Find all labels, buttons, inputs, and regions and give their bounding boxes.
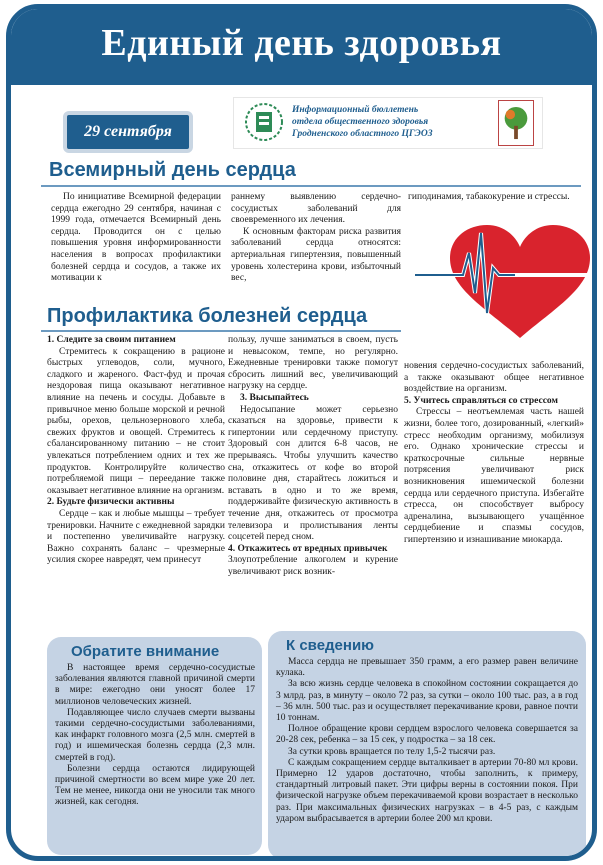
paragraph: Злоупотребление алкоголем и курение увеличивают риск возник- [228, 555, 398, 577]
text-column [404, 361, 584, 547]
paragraph: За сутки кровь вращается по телу 1,5-2 тысячи раз. [288, 746, 496, 757]
paragraph: гиподинамия, табакокурение и стрессы. [408, 192, 570, 202]
paragraph: Болезни сердца остаются лидирующей причиной смертности во всем мире уже 20 лет. Тем не менее, никогда они не уносили так много жизней, как сегодня. [55, 763, 255, 808]
divider [41, 330, 401, 332]
emblem-icon [244, 102, 284, 142]
text-column [51, 192, 221, 285]
paragraph: К основным факторам риска развития заболеваний сердца относятся: артериальная гипертензия, повышенный уровень холестерина крови, избыточный вес, [231, 226, 401, 284]
text-column [231, 192, 401, 285]
box-body [276, 657, 578, 825]
paragraph: По инициативе Всемирной федерации сердца ежегодно 29 сентября, начиная с 1999 года, отмечается Всемирный день сердца. Проводится он с целью повышения уровня информированности населения в вопросах профилактики болезней сердца и сосудов, а также их мотивации к [51, 192, 221, 284]
box-body [55, 663, 255, 809]
page-title: Единый день здоровья [101, 22, 502, 64]
text-column [408, 192, 588, 204]
paragraph: Недосыпание может серьезно сказаться на здоровье, привести к гипертонии или сердечному приступу. Здоровый сон длится 6-8 часов, не прерываясь. Чтобы улучшить качество сна, откажитесь от кофе во второй половине дня, старайтесь ложиться и вставать в одно и то же время, поддерживайте физическую активность в течение дня, откажитесь от просмотра телевизора и пролистывания ленты соцсетей перед сном. [228, 404, 398, 543]
paragraph: раннему выявлению сердечно-сосудистых заболеваний для своевременного их лечения. [231, 192, 401, 226]
paragraph: В настоящее время сердечно-сосудистые заболевания являются главной причиной смерти в мире: ежегодно они уносят более 17 миллионов человеческих жизней. [55, 663, 255, 707]
item-title: 1. Следите за своим питанием [47, 335, 176, 345]
date-badge: 29 сентября [63, 111, 193, 153]
bulletin-info [233, 97, 543, 149]
box-title: К сведению [286, 637, 374, 654]
box-title: Обратите внимание [71, 643, 220, 660]
header [11, 9, 592, 159]
paragraph: Подавляющее число случаев смерти вызваны такими сердечно-сосудистыми заболеваниями, как инфаркт головного мозга (2,5 млн. смертей в год) и ишемическая болезнь сердца (2,3 млн. смертей в год). [55, 707, 255, 763]
paragraph: пользу, лучше заниматься в своем, пусть и невысоком, темпе, но регулярно. Ежедневные тренировки также помогут сбросить лишний вес, увеличивающий нагрузку на сердце. [228, 335, 398, 392]
item-title: 3. Высыпайтесь [240, 392, 309, 403]
heart-ekg-icon [415, 213, 595, 353]
item-title: 4. Откажитесь от вредных привычек [228, 543, 388, 554]
paragraph: За всю жизнь сердце человека в спокойном состоянии сокращается до 3 млрд. раз, в минуту – около 72 раз, за сутки – около 100 тыс. раз, а в год – 36 млн. 500 тыс. раз и осуществляет перекачивание крови, равное почти 10 тоннам. [276, 679, 578, 724]
item-title: 5. Учитесь справляться со стрессом [404, 395, 558, 406]
paragraph: С каждым сокращением сердце выталкивает в артерии 70-80 мл крови. Примерно 12 ударов достаточно, чтобы заполнить, к примеру, стандартный литровый пакет. Эти цифры верны в состоянии покоя. При физической нагрузке объем перекачиваемой крови возрастает в несколько раз. При максимальных физических нагрузках – в 4-5 раз, с каждым ударом выбрасывается в артерии более 200 мл крови. [276, 757, 578, 824]
bulletin-text [292, 104, 492, 140]
text-column [228, 335, 398, 578]
tree-logo-icon [498, 100, 534, 146]
paragraph: Сердце – как и любые мышцы – требует тренировки. Начните с ежедневной зарядки и постепенно увеличивайте нагрузку. Важно сохранять баланс – чрезмерные усилия скорее навредят, чем принесут [47, 508, 225, 566]
section-heading: Профилактика болезней сердца [47, 305, 368, 327]
bulletin-line: отдела общественного здоровья [292, 117, 429, 127]
bulletin-frame [6, 4, 597, 861]
paragraph: Стрессы – неотъемлемая часть нашей жизни, более того, дозированный, «легкий» стресс необходим организму, мобилизуя его. Однако хронические стрессы и краткосрочные сильные нервные потрясения увеличивают риск возникновения ишемической болезни сердца или сердечного приступа. Избегайте стресса, он способствует выбросу адреналина, вызывающего учащённое сердцебиение и спазмы сосудов, гипертензию и изнашивание миокарда. [404, 407, 584, 545]
paragraph: Полное обращение крови сердцем взрослого человека совершается за 20-28 сек, ребенка – за 15 сек, у подростка – за 18 сек. [276, 724, 578, 746]
paragraph: Масса сердца не превышает 350 грамм, а его размер равен величине кулака. [276, 657, 578, 679]
info-box [268, 631, 586, 859]
paragraph: Стремитесь к сокращению в рационе быстрых углеводов, соли, мучного, сладкого и жареного. Фаст-фуд и прочая нездоровая пища оказывают негативное влияние на печень и сосуды. Добавьте в привычное меню больше морской и речной рыбы, орехов, цельнозернового хлеба, свежих фруктов и овощей. Стремитесь к сбалансированному питанию – не стоит увлекаться потреблением одних и тех же продуктов. Контролируйте количество потребляемой пищи – переедание также оказывает негативное влияние на организм. [47, 346, 225, 496]
bulletin-line: Гродненского областного ЦГЭОЗ [292, 129, 433, 139]
attention-box [47, 637, 262, 855]
divider [41, 185, 581, 187]
text-column [47, 335, 225, 567]
bulletin-line: Информационный бюллетень [292, 105, 419, 115]
paragraph: новения сердечно-сосудистых заболеваний, а также оказывают общее негативное воздействие на организм. [404, 361, 584, 395]
section-heading: Всемирный день сердца [49, 159, 296, 181]
item-title: 2. Будьте физически активны [47, 497, 175, 508]
